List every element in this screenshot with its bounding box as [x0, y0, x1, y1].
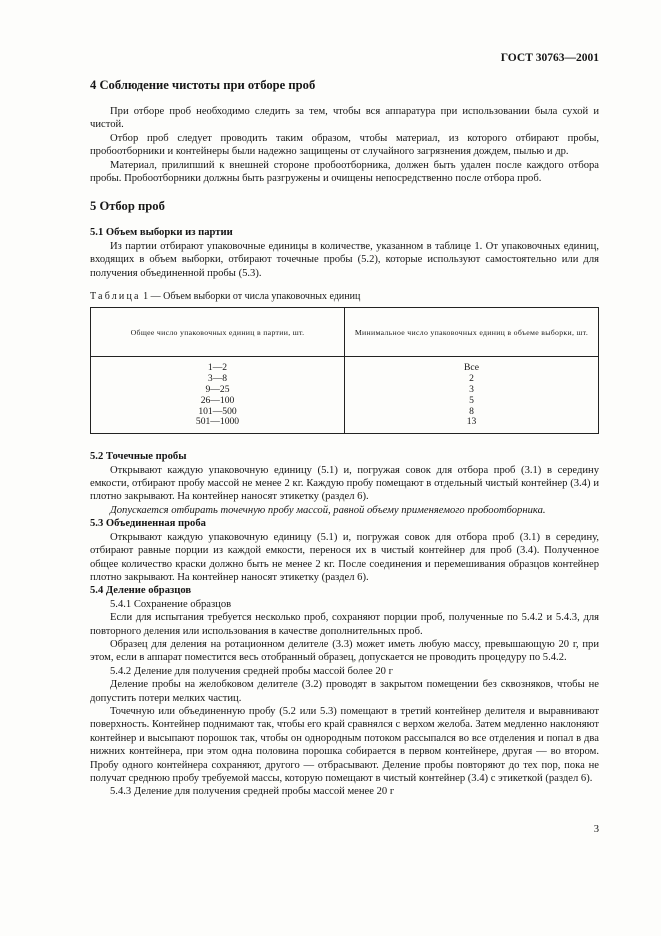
table-col-total: [91, 357, 345, 434]
section-4-title: 4 Соблюдение чистоты при отборе проб: [90, 78, 316, 92]
table-col-minimum: [345, 357, 599, 434]
subsection-5-2-text: Открывают каждую упаковочную единицу (5.1) и, погружая совок для отбора проб (3.1) в середину емкости, отбирают пробу массой не менее 2 кг. Каждую пробу помещают в отдельный чистый контейнер (3.4) и плотно закрывают. На контейнер наносят этикетку (раздел 6).: [90, 464, 599, 503]
document-id: ГОСТ 30763—2001: [500, 52, 599, 64]
table-cell: 5: [469, 394, 474, 406]
section-5-title: 5 Отбор проб: [90, 199, 165, 214]
subsection-5-2-title: [90, 450, 599, 463]
subsection-5-3-title: [90, 517, 599, 530]
section-4-paragraph-3: Материал, прилипший к внешней стороне пробоотборника, должен быть удален после каждого отбора пробы. Пробоотборники должны быть разгружены и очищены непосредственно после отбора проб.: [90, 159, 599, 185]
subsection-5-4-2-text-1: Деление пробы на желобковом делителе (3.2) проводят в закрытом помещении без сквозняков, чтобы не допустить потери мелких частиц.: [90, 679, 599, 704]
table-cell: 3: [469, 384, 474, 396]
subsection-5-2-title-text: 5.2 Точечные пробы: [90, 451, 187, 463]
sample-volume-table: [90, 307, 599, 434]
section-4-paragraph-2: Отбор проб следует проводить таким образом, чтобы материал, из которого отбирают пробы, пробоотборники и контейнеры были надежно защищены от случайного загрязнения дождем, пылью и др.: [90, 132, 599, 158]
table-cell: Все: [463, 362, 480, 374]
subsection-5-4-title: [90, 584, 599, 597]
table-cell: 1—2: [207, 362, 228, 374]
table-cell: 8: [469, 405, 474, 417]
table-cell: 26—100: [200, 394, 235, 406]
subsection-5-4-1-text-1: Если для испытания требуется несколько проб, сохраняют порции проб, полученные по 5.4.2 и 5.4.3, для повторного деления или использования в качестве дополнительных проб.: [90, 612, 599, 637]
subsection-5-4-1-title: 5.4.1 Сохранение образцов: [110, 598, 232, 610]
section-4-paragraph-1: При отборе проб необходимо следить за тем, чтобы вся аппаратура при использовании была сухой и чистой.: [90, 106, 599, 131]
table-cell: 501—1000: [195, 416, 240, 428]
subsection-5-4-2-text-2: Точечную или объединенную пробу (5.2 или 5.3) помещают в третий контейнер делителя и выравнивают поверхность. Контейнер поднимают так, чтобы его край сравнялся с верхом желоба. Затем медленно наклоняют контейнер и высыпают порошок так, чтобы он однородным потоком рассыпался во все отделения и попал в два нижних контейнера, при этом одна половина порошка собирается в первом контейнере, другая — во втором. Пробу одного контейнера сохраняют, другого — отбрасывают. Деление пробы повторяют до тех пор, пока не получат среднюю пробу требуемой массы, которую помещают в чистый контейнер (3.4) с этикеткой (раздел 6).: [90, 705, 599, 784]
page-number: 3: [593, 823, 599, 835]
table-caption: [90, 290, 599, 303]
table-caption-label: Таблица: [90, 291, 141, 303]
subsection-5-1-text: Из партии отбирают упаковочные единицы в количестве, указанном в таблице 1. От упаковочных единиц, входящих в объем выборки, отбирают точечные пробы (5.2), которые используют самостоятельно или для получения объединенной пробы (5.3).: [90, 240, 599, 279]
subsection-5-1-title-text: 5.1 Объем выборки из партии: [90, 227, 233, 239]
table-cell: 13: [466, 416, 477, 428]
subsection-5-1-title: [90, 226, 599, 239]
table-row: [91, 357, 599, 434]
table-cell: 3—8: [207, 373, 228, 385]
subsection-5-3-text: Открывают каждую упаковочную единицу (5.1) и, погружая совок для отбора проб (3.1) в середину, отбирают равные порции из каждой емкости, перенося их в чистый контейнер для проб (3.4). Полученное общее количество краски должно быть не менее 2 кг. После соединения и перемешивания образцов контейнер плотно закрывают. На контейнер наносят этикетку (раздел 6).: [90, 531, 599, 583]
table-cell: 2: [469, 373, 474, 385]
subsection-5-4-2-title: 5.4.2 Деление для получения средней пробы массой более 20 г: [110, 665, 393, 677]
subsection-5-4-3-title: 5.4.3 Деление для получения средней пробы массой менее 20 г: [110, 786, 395, 798]
table-header-minimum: Минимальное число упаковочных единиц в объеме выборки, шт.: [345, 308, 599, 357]
subsection-5-2-note: Допускается отбирать точечную пробу массой, равной объему применяемого пробоотборника.: [110, 504, 546, 516]
table-header-total: Общее число упаковочных единиц в партии, шт.: [91, 308, 345, 357]
subsection-5-4-1-text-2: Образец для деления на ротационном делителе (3.3) может иметь любую массу, превышающую 20 г, при этом, если в аппарат поместится весь отобранный образец, допускается не проводить процедуру по 5.4.2.: [90, 638, 599, 664]
subsection-5-3-title-text: 5.3 Объединенная проба: [90, 518, 206, 530]
table-cell: 9—25: [205, 384, 230, 396]
table-cell: 101—500: [198, 405, 237, 417]
table-caption-text: 1 — Объем выборки от числа упаковочных единиц: [143, 291, 361, 303]
subsection-5-4-title-text: 5.4 Деление образцов: [90, 585, 192, 597]
